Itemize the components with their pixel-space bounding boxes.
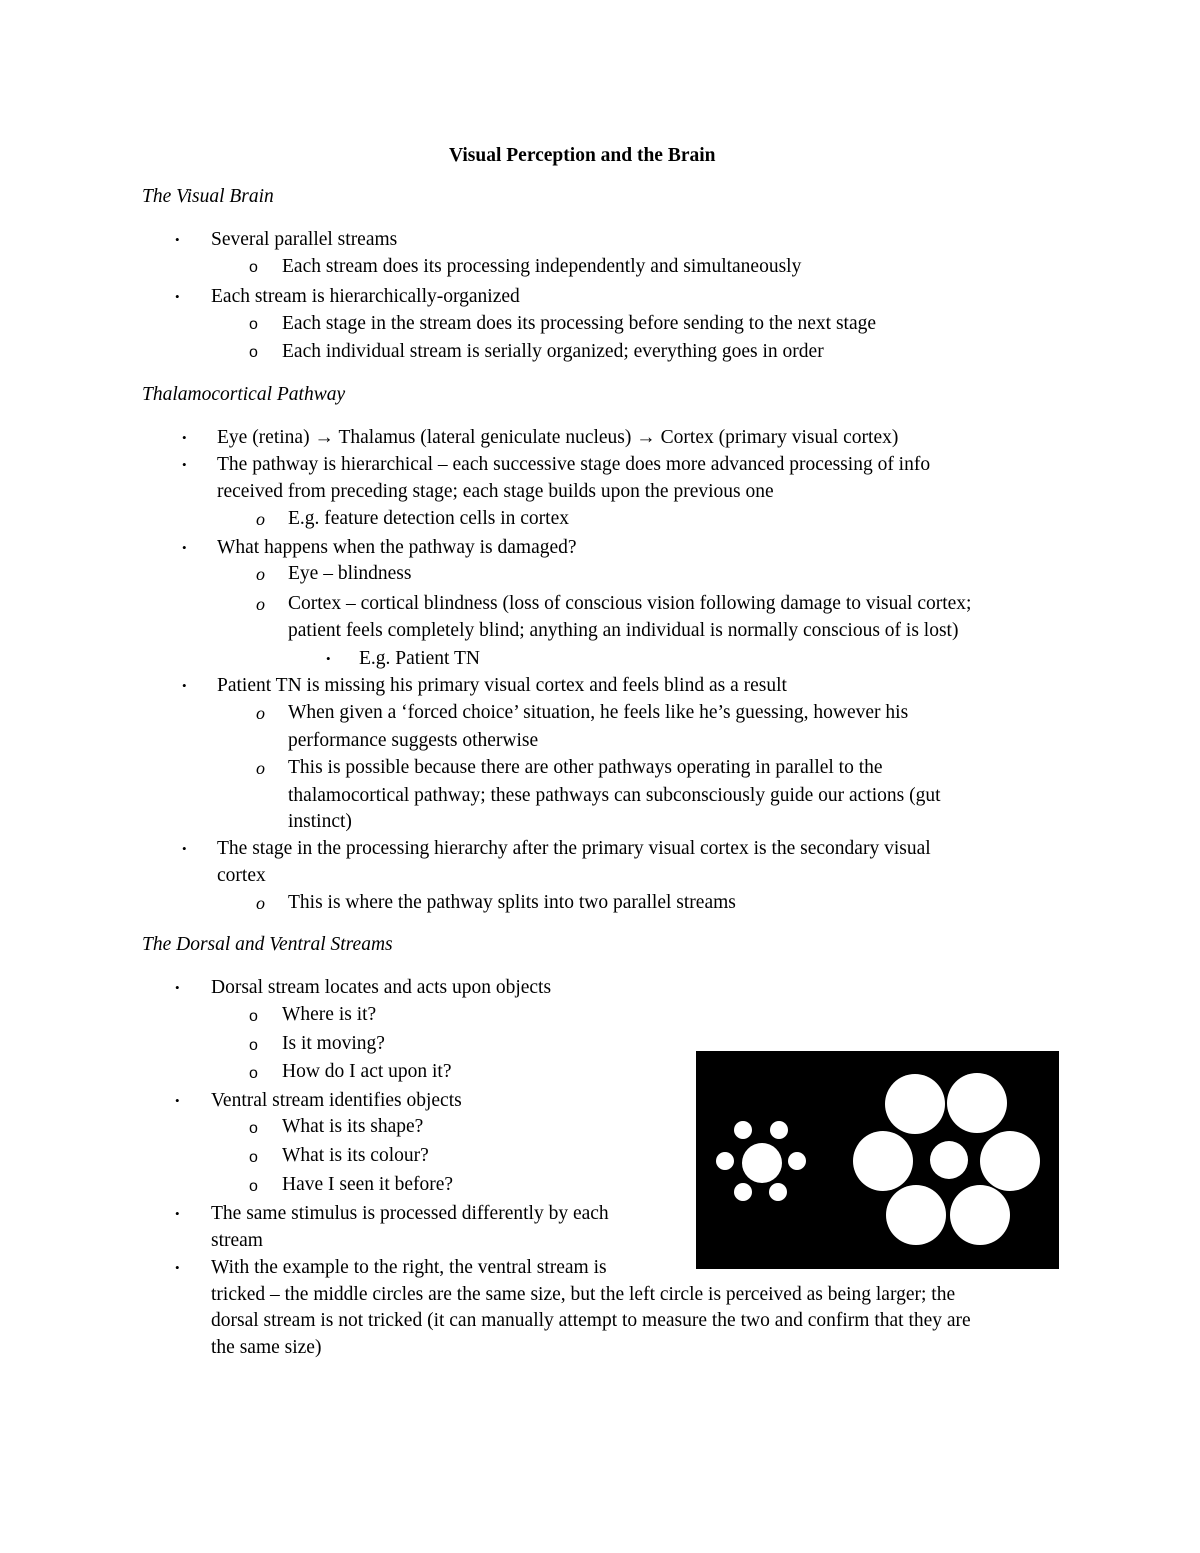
right-surround-circle (947, 1073, 1007, 1133)
list-item: The same stimulus is processed differently by each (211, 1203, 609, 1224)
section-heading-visual-brain: The Visual Brain (142, 186, 274, 207)
bullet-icon: • (175, 1260, 180, 1275)
list-item: E.g. feature detection cells in cortex (288, 508, 569, 529)
sub-bullet-icon: o (256, 703, 265, 723)
list-item: Each stage in the stream does its processing before sending to the next stage (282, 313, 877, 334)
list-item: The pathway is hierarchical – each successive stage does more advanced processing of info (217, 454, 931, 475)
section-heading-thalamocortical: Thalamocortical Pathway (142, 384, 346, 405)
list-item-continued: stream (211, 1230, 263, 1251)
list-item: Dorsal stream locates and acts upon objects (211, 977, 552, 998)
bullet-icon: • (182, 841, 187, 856)
left-surround-circle (769, 1183, 787, 1201)
right-center-circle (930, 1141, 968, 1179)
list-item: Each stream does its processing independently and simultaneously (282, 256, 802, 277)
list-item-continued: dorsal stream is not tricked (it can manually attempt to measure the two and confirm that they are (211, 1310, 971, 1331)
left-surround-circle (716, 1152, 734, 1170)
ebbinghaus-illusion-image (696, 1051, 1059, 1269)
right-surround-circle (853, 1131, 913, 1191)
bullet-icon: • (175, 1093, 180, 1108)
left-surround-circle (734, 1183, 752, 1201)
list-item: Eye – blindness (288, 563, 412, 584)
left-surround-circle (788, 1152, 806, 1170)
ebbinghaus-illusion-graphic (696, 1051, 1059, 1269)
list-item: What is its shape? (282, 1116, 424, 1137)
sub-bullet-icon: o (256, 564, 265, 584)
bullet-icon: • (182, 540, 187, 555)
right-surround-circle (885, 1074, 945, 1134)
bullet-icon: • (182, 457, 187, 472)
list-item: Each individual stream is serially organized; everything goes in order (282, 341, 824, 362)
bullet-icon: • (175, 1206, 180, 1221)
sub-bullet-icon: o (256, 758, 265, 778)
sub-bullet-icon: o (249, 1149, 258, 1166)
bullet-icon: • (326, 651, 331, 666)
list-item: How do I act upon it? (282, 1061, 452, 1082)
list-item-continued: the same size) (211, 1337, 322, 1358)
bullet-icon: • (182, 678, 187, 693)
list-item: Where is it? (282, 1004, 377, 1025)
list-item: When given a ‘forced choice’ situation, he feels like he’s guessing, however his (288, 702, 909, 723)
list-item-continued: thalamocortical pathway; these pathways can subconsciously guide our actions (gut (288, 785, 941, 806)
sub-bullet-icon: o (249, 316, 258, 333)
list-item-continued: performance suggests otherwise (288, 730, 539, 751)
section-heading-dorsal-ventral: The Dorsal and Ventral Streams (142, 934, 393, 955)
list-item: This is where the pathway splits into two parallel streams (288, 892, 736, 913)
right-surround-circle (886, 1185, 946, 1245)
list-item: Patient TN is missing his primary visual cortex and feels blind as a result (217, 675, 787, 696)
list-item: Have I seen it before? (282, 1174, 454, 1195)
sub-bullet-icon: o (249, 344, 258, 361)
list-item-continued: instinct) (288, 811, 352, 832)
list-item-continued: tricked – the middle circles are the same size, but the left circle is perceived as being larger; the (211, 1284, 956, 1305)
pathway-step-thalamus: Thalamus (lateral geniculate nucleus) (338, 427, 632, 448)
list-item-continued: received from preceding stage; each stage builds upon the previous one (217, 481, 774, 502)
sub-bullet-icon: o (249, 1037, 258, 1054)
list-item-continued: patient feels completely blind; anything an individual is normally conscious of is lost) (288, 620, 959, 641)
list-item: Cortex – cortical blindness (loss of conscious vision following damage to visual cortex; (288, 593, 972, 614)
bullet-icon: • (182, 430, 187, 445)
pathway-step-cortex: Cortex (primary visual cortex) (660, 427, 899, 448)
sub-bullet-icon: o (249, 1178, 258, 1195)
list-item: Each stream is hierarchically-organized (211, 286, 520, 307)
sub-bullet-icon: o (249, 1120, 258, 1137)
sub-bullet-icon: o (256, 594, 265, 614)
bullet-icon: • (175, 289, 180, 304)
left-center-circle (742, 1143, 782, 1183)
list-item-continued: cortex (217, 865, 266, 886)
list-item: Is it moving? (282, 1033, 385, 1054)
sub-bullet-icon: o (249, 1065, 258, 1082)
right-surround-circle (950, 1185, 1010, 1245)
sub-bullet-icon: o (249, 259, 258, 276)
list-item: This is possible because there are other pathways operating in parallel to the (288, 757, 883, 778)
list-item: Several parallel streams (211, 229, 398, 250)
list-item-pathway (217, 428, 898, 448)
list-item: With the example to the right, the ventral stream is (211, 1257, 607, 1278)
sub-bullet-icon: o (249, 1008, 258, 1025)
bullet-icon: • (175, 232, 180, 247)
pathway-step-eye: Eye (retina) (217, 427, 310, 448)
left-surround-circle (770, 1121, 788, 1139)
list-item: E.g. Patient TN (359, 648, 480, 669)
arrow-icon: → (636, 427, 656, 448)
arrow-icon: → (314, 427, 334, 448)
list-item: The stage in the processing hierarchy after the primary visual cortex is the secondary visual (217, 838, 931, 859)
page-title: Visual Perception and the Brain (449, 145, 716, 166)
right-surround-circle (980, 1131, 1040, 1191)
sub-bullet-icon: o (256, 509, 265, 529)
left-surround-circle (734, 1121, 752, 1139)
list-item: What happens when the pathway is damaged? (217, 537, 577, 558)
sub-bullet-icon: o (256, 893, 265, 913)
list-item: What is its colour? (282, 1145, 429, 1166)
bullet-icon: • (175, 980, 180, 995)
list-item: Ventral stream identifies objects (211, 1090, 462, 1111)
